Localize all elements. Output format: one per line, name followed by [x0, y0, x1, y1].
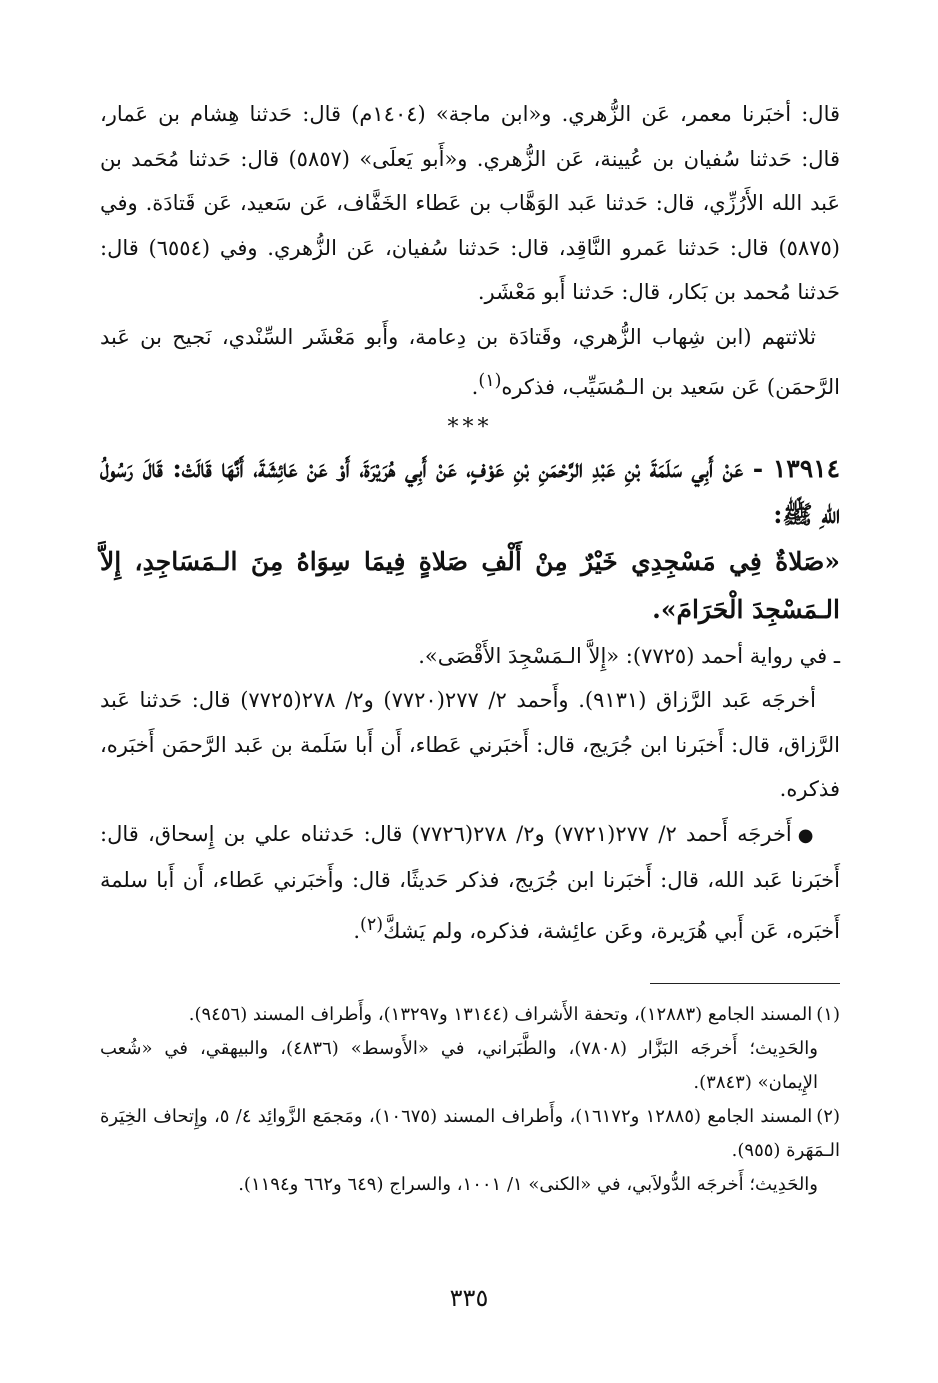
footnote-2 — [100, 1100, 840, 1168]
body-paragraph-2 — [100, 315, 840, 410]
paragraph-4-text: أَخرجَه أَحمد ٢/ ٢٧٧(٧٧٢١) و٢/ ٢٧٨(٧٧٢٦) قال: حَدثناه علي بن إِسحاق، قال: أَخبَرنا عَبد الله، قال: أَخبَرنا ابن جُرَيج، فذكر حَديثًا، قال: وأَخبَرني عَطاء، أَن أَبا سلمة أَخبَره، عَن أَبي هُرَيرة، وعَن عائِشة، فذكره، ولم يَشكَّ — [100, 821, 840, 943]
paragraph-2-text: ثلاثتهم (ابن شِهاب الزُّهري، وقَتادَة بن دِعامة، وأَبو مَعْشَر السِّنْدي، نَجيح بن عَبد الرَّحمَن) عَن سَعيد بن الـمُسَيِّب، فذكره — [100, 324, 840, 399]
body-paragraph-1: قال: أخبَرنا معمر، عَن الزُّهري. و«ابن ماجة» (١٤٠٤م) قال: حَدثنا هِشام بن عَمار، قال: حَدثنا سُفيان بن عُيينة، عَن الزُّهري. و«أَبو يَعلَى» (٥٨٥٧) قال: حَدثنا مُحَمد بن عَبد الله الأَرُزِّي، قال: حَدثنا عَبد الوَهَّاب بن عَطاء الخَفَّاف، عَن سَعيد، عَن قَتادَة. وفي (٥٨٧٥) قال: حَدثنا عَمرو النَّاقِد، قال: حَدثنا سُفيان، عَن الزُّهري. وفي (٦٥٥٤) قال: حَدثنا مُحمد بن بَكار، قال: حَدثنا أَبو مَعْشَر. — [100, 102, 841, 304]
footnote-2-continuation: والحَدِيث؛ أَخرجَه الدُّولاَبي، في «الكنى» ١/ ١٠٠١، والسراج (٦٤٩ و٦٦٢ و١١٩٤). — [238, 1174, 818, 1195]
footnote-1 — [100, 998, 840, 1032]
paragraph-2-end: . — [471, 375, 479, 399]
hadith-heading: ١٣٩١٤ - عَنْ أَبِي سَلَمَةَ بْنِ عَبْدِ الرَّحْمَنِ بْنِ عَوْفٍ، عَنْ أَبِي هُرَيْرَةَ، أَوْ عَنْ عَائِشَةَ، أَنَّهَا قَالَتْ: قَالَ رَسُولُ اللهِ ﷺ: — [100, 453, 840, 529]
footnote-1-continuation: والحَدِيث؛ أَخرجَه البَزَّار (٧٨٠٨)، والطَّبَراني، في «الأَوسط» (٤٨٣٦)، والبيهقي، في «شُعب الإِيمان» (٣٨٤٣). — [100, 1038, 818, 1093]
footnote-separator — [650, 983, 840, 984]
footnote-1-text: المسند الجامع (١٢٨٨٣)، وتحفة الأَشراف (١٣١٤٤ و١٣٢٩٧)، وأَطراف المسند (٩٤٥٦). — [188, 1004, 813, 1025]
body-paragraph-3: أخرجَه عَبد الرَّزاق (٩١٣١). وأَحمد ٢/ ٢٧٧(٧٧٢٠) و٢/ ٢٧٨(٧٧٢٥) قال: حَدثنا عَبد الرَّزاق، قال: أَخبَرنا ابن جُرَيج، قال: أَخبَرني عَطاء، أَن أَبا سَلَمة بن عَبد الرَّحمَن أَخبَره، فذكره. — [100, 688, 840, 801]
page-number: ٣٣٥ — [449, 1284, 489, 1312]
footnote-2-text: المسند الجامع (١٢٨٨٥ و١٦١٧٢)، وأَطراف المسند (١٠٦٧٥)، ومَجمَع الزَّوائِد ٤/ ٥، وإِتحاف الخِيَرة الـمَهَرة (٩٥٥). — [100, 1106, 840, 1161]
paragraph-4-end: . — [353, 918, 361, 943]
footnote-2-number: (٢) — [816, 1106, 840, 1127]
footnote-1-number: (١) — [816, 1004, 840, 1025]
footnote-ref-1[interactable]: (١) — [478, 371, 502, 391]
variant-note: ـ في رواية أحمد (٧٧٢٥): «إِلاَّ الـمَسْجِدَ الأَقْصَى». — [418, 643, 840, 668]
hadith-quote: «صَلاةٌ فِي مَسْجِدِي خَيْرٌ مِنْ أَلْفِ صَلاةٍ فِيمَا سِوَاهُ مِنَ الـمَسَاجِدِ، إِلاَّ الـمَسْجِدَ الْحَرَامَ». — [100, 546, 840, 624]
footnote-ref-2[interactable]: (٢) — [360, 914, 384, 935]
body-paragraph-4 — [100, 812, 840, 954]
section-separator: *** — [447, 414, 493, 440]
bullet-icon: ● — [797, 824, 816, 846]
footnote-separator-wrap — [100, 953, 840, 998]
page-content — [100, 92, 840, 1332]
